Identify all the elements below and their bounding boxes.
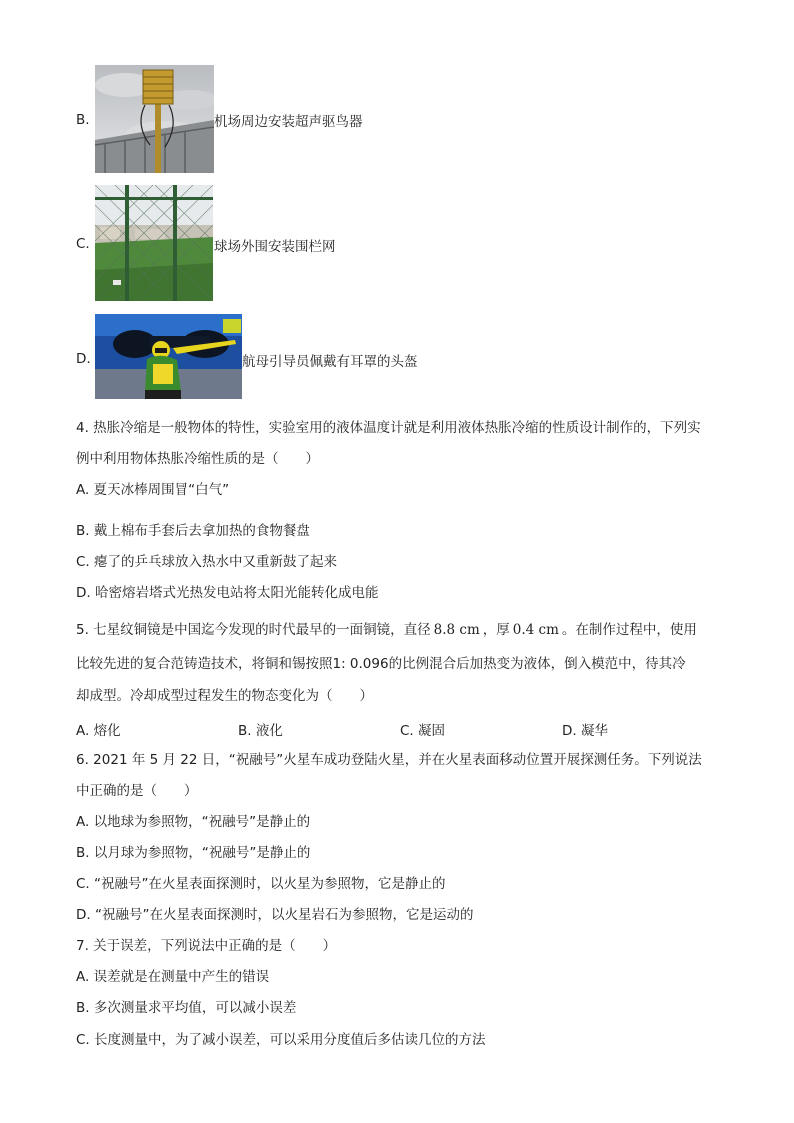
q5-line1-part-c: 。在制作过程中，使用	[561, 622, 697, 638]
q5-diameter: 8.8 cm	[433, 622, 480, 638]
q7-option-c: C. 长度测量中，为了减小误差，可以采用分度值后多估读几位的方法	[76, 1032, 486, 1048]
q5-line1-part-a: 5. 七星纹铜镜是中国迄今发现的时代最早的一面铜镜，直径	[76, 622, 431, 638]
q4-stem-line1: 4. 热胀冷缩是一般物体的特性，实验室用的液体温度计就是利用液体热胀冷缩的性质设计制作的，下列实	[76, 420, 701, 436]
option-c-letter: C.	[76, 236, 90, 252]
stadium-fence-photo	[95, 185, 213, 301]
q4-option-d: D. 哈密熔岩塔式光热发电站将太阳光能转化成电能	[76, 585, 379, 601]
q4-stem-line2: 例中利用物体热胀冷缩性质的是（ ）	[76, 451, 319, 467]
q5-option-c: C. 凝固	[400, 723, 446, 739]
q6-stem-line1: 6. 2021 年 5 月 22 日，“祝融号”火星车成功登陆火星，并在火星表面移动位置开展探测任务。下列说法	[76, 752, 702, 768]
q5-line1-part-b: ，厚	[482, 622, 510, 638]
q5-stem-line2: 比较先进的复合范铸造技术，将铜和锡按照1: 0.096的比例混合后加热变为液体，倒入模范中，待其冷	[76, 656, 686, 672]
q6-option-b: B. 以月球为参照物，“祝融号”是静止的	[76, 845, 311, 861]
q6-stem-line2: 中正确的是（ ）	[76, 783, 198, 799]
q4-option-b: B. 戴上棉布手套后去拿加热的食物餐盘	[76, 523, 310, 539]
ultrasonic-bird-repeller-photo	[95, 65, 214, 173]
q4-option-a: A. 夏天冰棒周围冒“白气”	[76, 482, 230, 498]
option-c-text: 球场外围安装围栏网	[214, 239, 336, 255]
option-d-letter: D.	[76, 351, 91, 367]
q5-stem-line1	[76, 620, 697, 640]
q5-option-a: A. 熔化	[76, 723, 121, 739]
q7-option-a: A. 误差就是在测量中产生的错误	[76, 969, 270, 985]
option-b-text: 机场周边安装超声驱鸟器	[214, 114, 363, 130]
carrier-guide-photo	[95, 314, 242, 399]
q6-option-d: D. “祝融号”在火星表面探测时，以火星岩石为参照物，它是运动的	[76, 907, 474, 923]
q6-option-c: C. “祝融号”在火星表面探测时，以火星为参照物，它是静止的	[76, 876, 446, 892]
q4-option-c: C. 瘪了的乒乓球放入热水中又重新鼓了起来	[76, 554, 338, 570]
q5-option-d: D. 凝华	[562, 723, 608, 739]
q5-thickness: 0.4 cm	[512, 622, 559, 638]
q5-option-b: B. 液化	[238, 723, 283, 739]
option-d-text: 航母引导员佩戴有耳罩的头盔	[242, 354, 418, 370]
q7-option-b: B. 多次测量求平均值，可以减小误差	[76, 1000, 297, 1016]
q6-option-a: A. 以地球为参照物，“祝融号”是静止的	[76, 814, 311, 830]
q5-stem-line3: 却成型。冷却成型过程发生的物态变化为（ ）	[76, 688, 373, 704]
q7-stem-line1: 7. 关于误差，下列说法中正确的是（ ）	[76, 938, 337, 954]
option-b-letter: B.	[76, 112, 90, 128]
